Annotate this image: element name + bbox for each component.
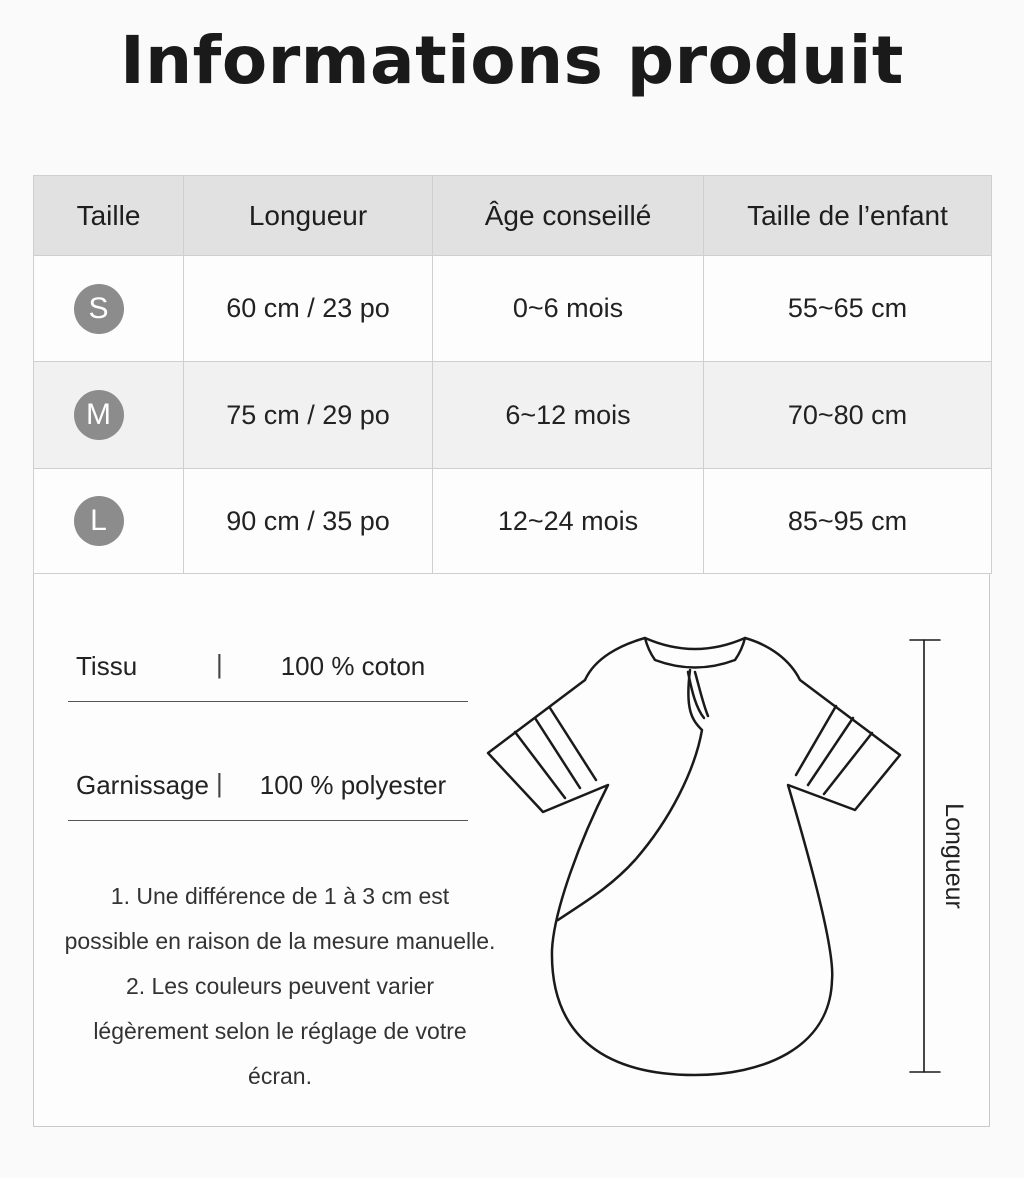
child-height-cell: 85~95 cm	[704, 469, 992, 574]
header-size: Taille	[34, 176, 184, 256]
notes	[60, 874, 500, 1099]
spec-filling-label: Garnissage	[76, 770, 209, 800]
child-height-cell: 55~65 cm	[704, 256, 992, 362]
age-cell: 12~24 mois	[433, 469, 704, 574]
note-1-line-1: 1. Une différence de 1 à 3 cm est	[110, 883, 450, 909]
length-label: Longueur	[940, 803, 968, 909]
table-row	[34, 469, 992, 574]
note-2-line-2: légèrement selon le réglage de votre écran.	[93, 1018, 467, 1089]
note-2-line-1: 2. Les couleurs peuvent varier	[125, 973, 435, 999]
child-height-cell: 70~80 cm	[704, 362, 992, 469]
size-cell	[34, 469, 184, 574]
page-title: Informations produit	[120, 22, 904, 99]
size-cell	[34, 362, 184, 469]
table-header-row	[34, 176, 992, 256]
table-row	[34, 256, 992, 362]
header-length: Longueur	[184, 176, 433, 256]
sleep-sack-outline-icon	[488, 638, 900, 1075]
size-badge-m: M	[74, 390, 124, 440]
size-cell	[34, 256, 184, 362]
length-cell: 90 cm / 35 po	[184, 469, 433, 574]
spec-fabric-value: 100 % coton	[280, 651, 426, 681]
spec-filling-separator: |	[216, 768, 223, 798]
header-child-height: Taille de l’enfant	[704, 176, 992, 256]
header-age: Âge conseillé	[433, 176, 704, 256]
age-cell: 6~12 mois	[433, 362, 704, 469]
age-cell: 0~6 mois	[433, 256, 704, 362]
sleep-sack-diagram	[470, 620, 970, 1090]
spec-fabric-separator: |	[216, 649, 223, 679]
spec-fabric-label: Tissu	[76, 651, 138, 681]
length-cell: 60 cm / 23 po	[184, 256, 433, 362]
length-indicator	[910, 640, 940, 1072]
size-badge-s: S	[74, 284, 124, 334]
size-table	[33, 175, 992, 574]
spec-filling	[68, 750, 468, 821]
size-badge-l: L	[74, 496, 124, 546]
table-row	[34, 362, 992, 469]
spec-fabric	[68, 631, 468, 702]
length-cell: 75 cm / 29 po	[184, 362, 433, 469]
note-1-line-2: possible en raison de la mesure manuelle.	[64, 928, 496, 954]
spec-filling-value: 100 % polyester	[259, 770, 447, 800]
